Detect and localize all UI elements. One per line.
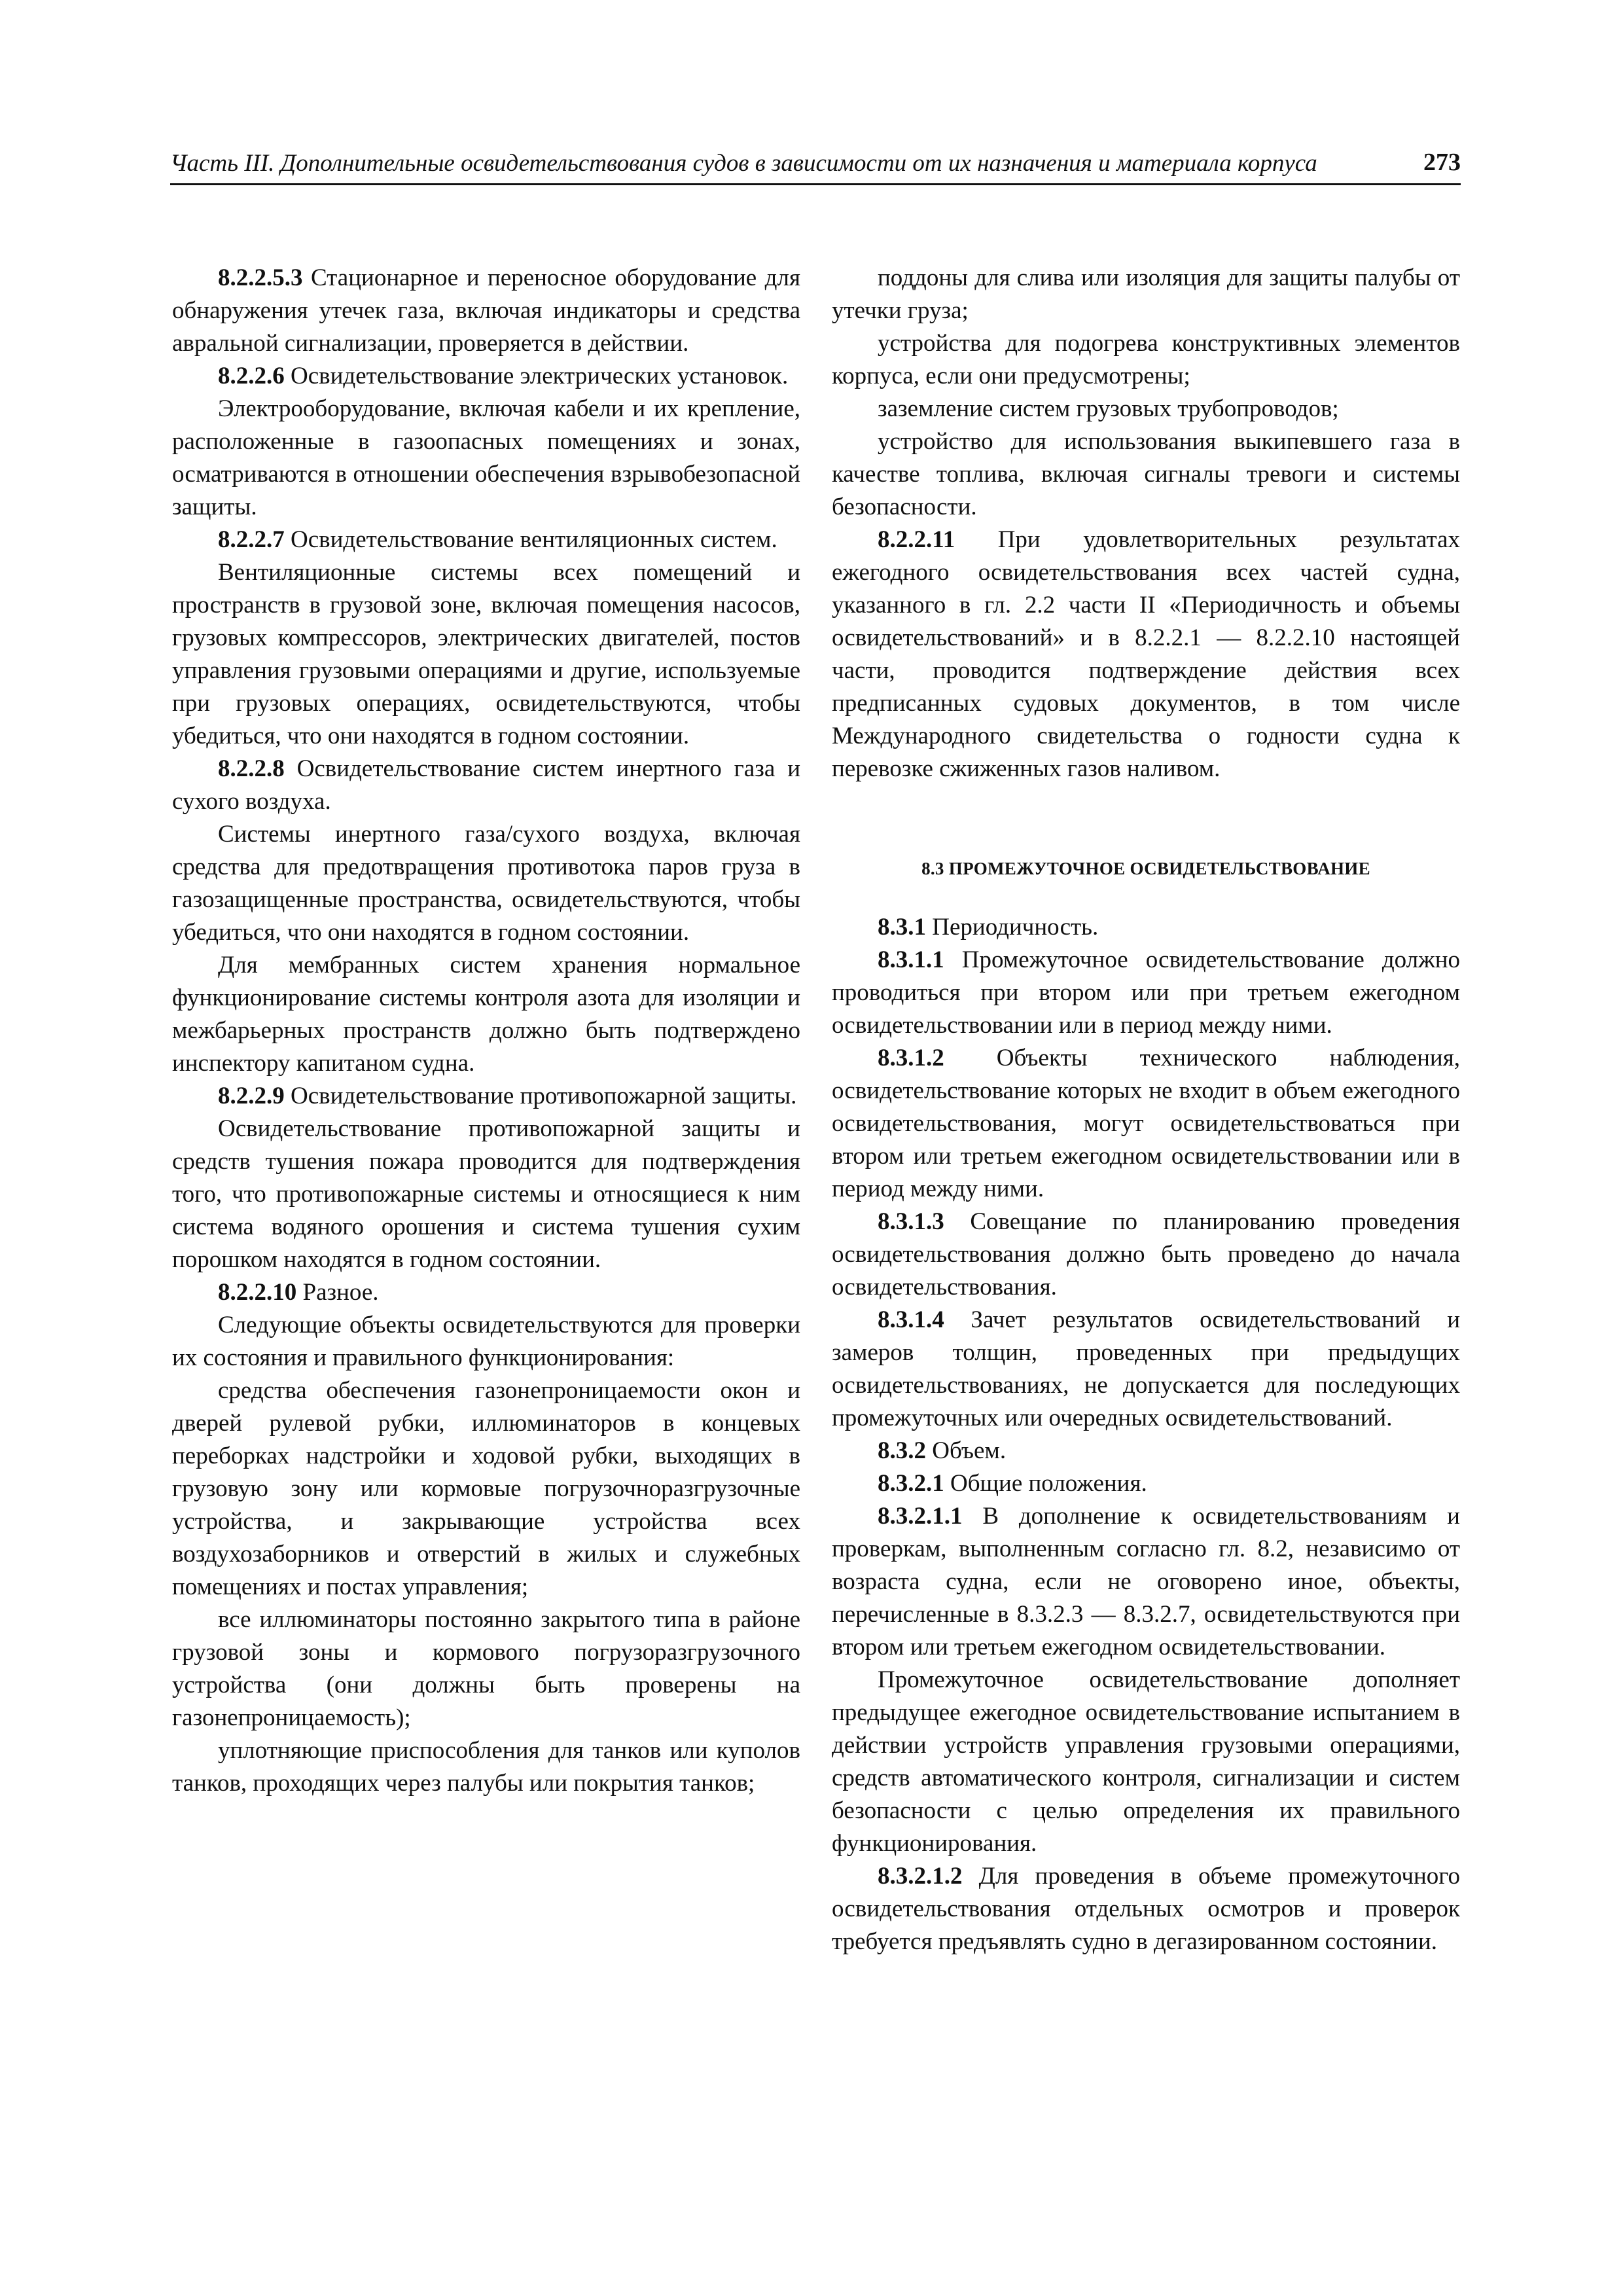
clause-number: 8.3.2.1.1	[878, 1503, 963, 1530]
paragraph	[172, 1309, 800, 1374]
paragraph	[832, 1206, 1460, 1304]
paragraph-text: Освидетельствование противопожарной защиты и средств тушения пожара проводится для подтверждения того, что противопожарные системы и относящиеся к ним система водяного орошения и система тушения сухим порошком находятся в годном состоянии.	[172, 1115, 800, 1273]
paragraph-text: Совещание по планированию проведения освидетельствования должно быть проведено до начала освидетельствования.	[832, 1208, 1460, 1300]
clause-number: 8.2.2.11	[878, 526, 955, 553]
clause-number: 8.2.2.9	[218, 1083, 285, 1109]
clause-number: 8.3.1.3	[878, 1208, 944, 1235]
list-item	[832, 393, 1460, 425]
paragraph	[172, 556, 800, 753]
paragraph	[832, 911, 1460, 944]
clause-number: 8.2.2.8	[218, 755, 285, 782]
paragraph-text: Для проведения в объеме промежуточного освидетельствования отдельных осмотров и проверок требуется предъявлять судно в дегазированном состоянии.	[832, 1863, 1460, 1955]
paragraph	[172, 1276, 800, 1309]
clause-number: 8.3.2.1.2	[878, 1863, 963, 1890]
paragraph-text: Разное.	[296, 1279, 379, 1306]
paragraph	[832, 1042, 1460, 1206]
paragraph	[832, 1467, 1460, 1500]
paragraph-text: Следующие объекты освидетельствуются для проверки их состояния и правильного функционирования:	[172, 1312, 800, 1371]
paragraph-text: устройства для подогрева конструктивных элементов корпуса, если они предусмотрены;	[832, 330, 1460, 389]
clause-number: 8.3.1	[878, 914, 926, 941]
list-item	[832, 425, 1460, 524]
clause-number: 8.2.2.10	[218, 1279, 297, 1306]
clause-number: 8.2.2.6	[218, 363, 285, 389]
paragraph-text: Объем.	[926, 1437, 1007, 1464]
paragraph-text: Системы инертного газа/сухого воздуха, включая средства для предотвращения противотока паров груза в газозащищенные пространства, освидетельствуются, чтобы убедиться, что они находятся в годном состоянии.	[172, 821, 800, 946]
paragraph-text: Вентиляционные системы всех помещений и пространств в грузовой зоне, включая помещения насосов, грузовых компрессоров, электрических двигателей, постов управления грузовыми операциями и другие, используемые при грузовых операциях, освидетельствуются, чтобы убедиться, что они находятся в годном состоянии.	[172, 559, 800, 749]
paragraph	[832, 1435, 1460, 1467]
paragraph	[832, 1500, 1460, 1664]
paragraph-text: Электрооборудование, включая кабели и их крепление, расположенные в газоопасных помещениях и зонах, осматриваются в отношении обеспечения взрывобезопасной защиты.	[172, 395, 800, 520]
paragraph-text: При удовлетворительных результатах ежегодного освидетельствования всех частей судна, указанного в гл. 2.2 части II «Периодичность и объемы освидетельствований» и в 8.2.2.1 — 8.2.2.10 настоящей части, проводится подтверждение действия всех предписанных судовых документов, в том числе Международного свидетельства о годности судна к перевозке сжиженных газов наливом.	[832, 526, 1460, 782]
clause-number: 8.3.1.2	[878, 1045, 944, 1071]
section-heading: 8.3 ПРОМЕЖУТОЧНОЕ ОСВИДЕТЕЛЬСТВОВАНИЕ	[921, 859, 1370, 878]
paragraph-text: поддоны для слива или изоляция для защиты палубы от утечки груза;	[832, 264, 1460, 324]
paragraph-text: Промежуточное освидетельствование должно проводиться при втором или при третьем ежегодном освидетельствовании или в период между ними.	[832, 946, 1460, 1039]
list-item	[172, 1374, 800, 1604]
paragraph	[832, 524, 1460, 785]
clause-number: 8.2.2.5.3	[218, 264, 303, 291]
right-column	[832, 262, 1460, 1958]
paragraph-text: Общие положения.	[944, 1470, 1147, 1497]
paragraph	[172, 1080, 800, 1113]
clause-number: 8.3.2.1	[878, 1470, 944, 1497]
paragraph-text: Освидетельствование систем инертного газа и сухого воздуха.	[172, 755, 800, 815]
paragraph-text: Периодичность.	[926, 914, 1099, 941]
paragraph-text: устройство для использования выкипевшего газа в качестве топлива, включая сигналы тревоги и системы безопасности.	[832, 428, 1460, 520]
paragraph-text: Зачет результатов освидетельствований и замеров толщин, проведенных при предыдущих освидетельствованиях, не допускается для последующих промежуточных или очередных освидетельствований.	[832, 1306, 1460, 1431]
clause-number: 8.3.2	[878, 1437, 926, 1464]
paragraph-text: В дополнение к освидетельствованиям и проверкам, выполненным согласно гл. 8.2, независимо от возраста судна, если не оговорено иное, объекты, перечисленные в 8.3.2.3 — 8.3.2.7, освидетельствуются при втором или третьем ежегодном освидетельствовании.	[832, 1503, 1460, 1660]
paragraph	[832, 1664, 1460, 1860]
clause-number: 8.2.2.7	[218, 526, 285, 553]
paragraph	[172, 1113, 800, 1276]
paragraph	[172, 949, 800, 1080]
paragraph-text: Освидетельствование противопожарной защиты.	[284, 1083, 797, 1109]
running-header-title: Часть III. Дополнительные освидетельствования судов в зависимости от их назначения и материала корпуса	[170, 150, 1317, 177]
paragraph	[172, 393, 800, 524]
clause-number: 8.3.1.1	[878, 946, 944, 973]
paragraph-text: Освидетельствование электрических установок.	[284, 363, 789, 389]
clause-number: 8.3.1.4	[878, 1306, 944, 1333]
paragraph	[172, 262, 800, 360]
paragraph	[832, 944, 1460, 1042]
paragraph	[172, 524, 800, 556]
paragraph	[172, 360, 800, 393]
paragraph-text: Для мембранных систем хранения нормальное функционирование системы контроля азота для изоляции и межбарьерных пространств должно быть подтверждено инспектору капитаном судна.	[172, 952, 800, 1077]
paragraph-text: Промежуточное освидетельствование дополняет предыдущее ежегодное освидетельствование испытанием в действии устройств управления грузовыми операциями, средств автоматического контроля, сигнализации и систем безопасности с целью определения их правильного функционирования.	[832, 1666, 1460, 1857]
paragraph-text: Объекты технического наблюдения, освидетельствование которых не входит в объем ежегодного освидетельствования, могут освидетельствоваться при втором или третьем ежегодном освидетельствовании или в период между ними.	[832, 1045, 1460, 1202]
list-item	[172, 1604, 800, 1734]
list-item	[172, 1734, 800, 1800]
paragraph-text: все иллюминаторы постоянно закрытого типа в районе грузовой зоны и кормового погрузоразгрузочного устройства (они должны быть проверены на газонепроницаемость);	[172, 1606, 800, 1731]
paragraph-text: заземление систем грузовых трубопроводов;	[878, 395, 1339, 422]
paragraph	[832, 1304, 1460, 1435]
list-item	[832, 327, 1460, 393]
paragraph-text: Освидетельствование вентиляционных систем.	[284, 526, 777, 553]
page-number: 273	[1423, 149, 1461, 176]
paragraph-text: уплотняющие приспособления для танков или куполов танков, проходящих через палубы или покрытия танков;	[172, 1737, 800, 1797]
running-header	[170, 145, 1461, 185]
paragraph-text: средства обеспечения газонепроницаемости окон и дверей рулевой рубки, иллюминаторов в концевых переборках надстройки и ходовой рубки, выходящих в грузовую зону или кормовые погрузочноразгрузочные устройства, и закрывающие устройства всех воздухозаборников и отверстий в жилых и служебных помещениях и постах управления;	[172, 1377, 800, 1600]
paragraph	[172, 818, 800, 949]
left-column	[172, 262, 800, 1800]
paragraph	[172, 753, 800, 818]
list-item	[832, 262, 1460, 327]
paragraph	[832, 1860, 1460, 1958]
paragraph-text: Стационарное и переносное оборудование для обнаружения утечек газа, включая индикаторы и средства авральной сигнализации, проверяется в действии.	[172, 264, 800, 357]
